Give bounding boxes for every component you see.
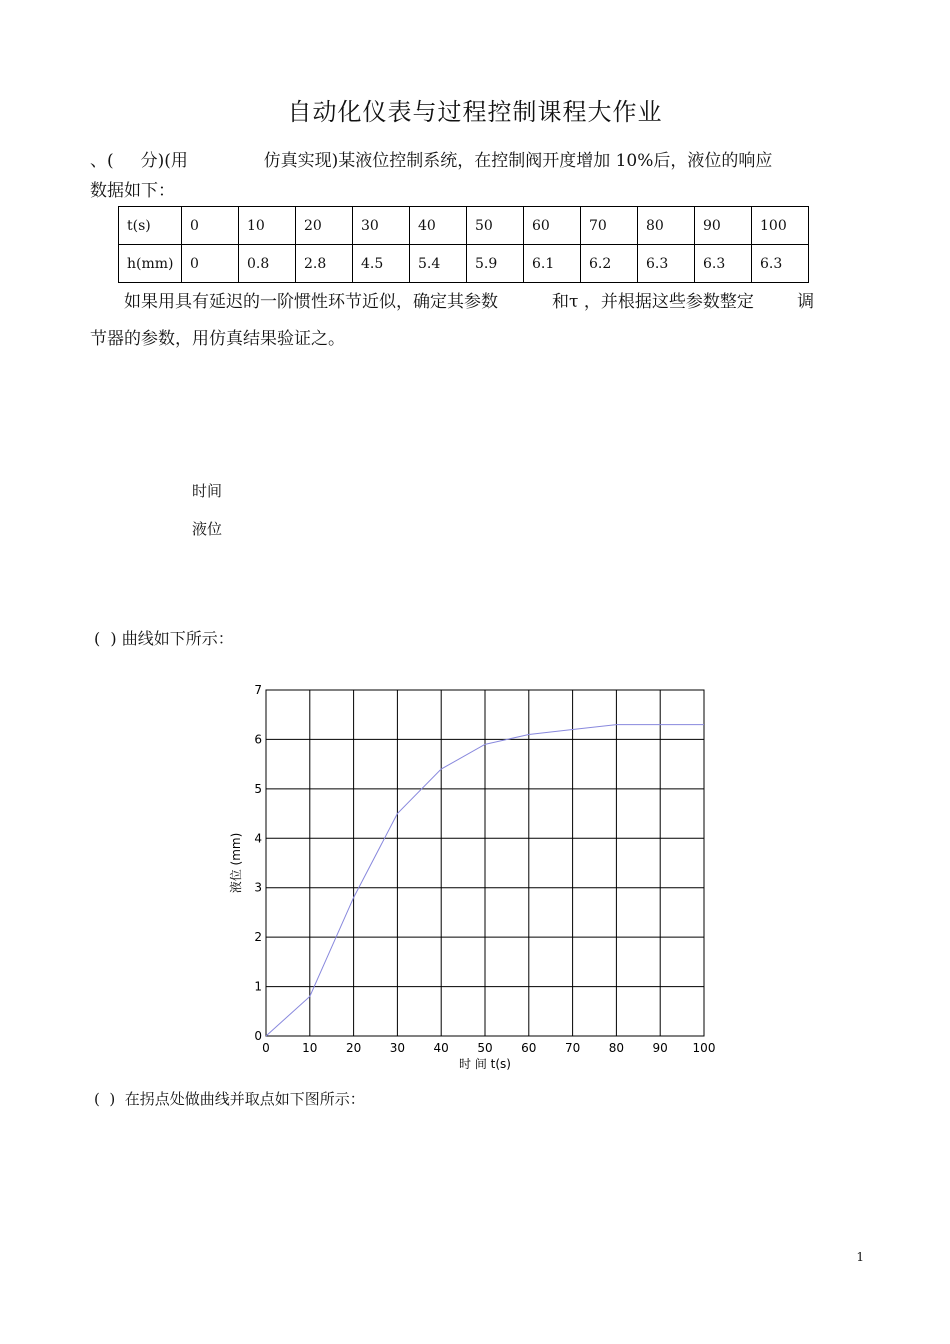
y-tick-label: 3: [254, 880, 262, 895]
x-tick-label: 40: [433, 1041, 449, 1055]
step-2-caption: ( ) 在拐点处做曲线并取点如下图所示：: [94, 1090, 365, 1108]
table-cell: 70: [581, 207, 638, 245]
table-cell: 6.1: [524, 245, 581, 283]
table-cell: 5.9: [467, 245, 524, 283]
x-tick-label: 20: [345, 1041, 362, 1055]
intro-line-2: 数据如下：: [90, 181, 175, 201]
note-time: 时间: [192, 482, 223, 500]
x-tick-label: 100: [692, 1041, 716, 1055]
response-data-table: [118, 206, 809, 283]
question-line-2: 节器的参数，用仿真结果验证之。: [90, 329, 345, 349]
y-tick-label: 4: [254, 831, 262, 846]
table-cell: 2.8: [296, 245, 353, 283]
table-cell: 0: [182, 207, 239, 245]
x-tick-label: 90: [652, 1041, 668, 1055]
x-tick-label: 60: [521, 1041, 537, 1055]
table-cell: 40: [410, 207, 467, 245]
level-response-chart: [218, 680, 718, 1080]
table-cell: 100: [752, 207, 809, 245]
question-line-1: 如果用具有延迟的一阶惯性环节近似，确定其参数 和τ ，并根据这些参数整定 调: [124, 292, 815, 312]
table-row-header: h(mm): [119, 245, 182, 283]
y-tick-label: 7: [254, 683, 262, 697]
table-cell: 0: [182, 245, 239, 283]
table-cell: 6.2: [581, 245, 638, 283]
table-cell: 80: [638, 207, 695, 245]
table-cell: 6.3: [638, 245, 695, 283]
note-level: 液位: [192, 520, 223, 538]
page-number: 1: [856, 1250, 864, 1264]
table-cell: 4.5: [353, 245, 410, 283]
x-tick-label: 0: [262, 1041, 270, 1055]
table-cell: 6.3: [695, 245, 752, 283]
x-axis-label: 时 间 t(s): [459, 1057, 511, 1071]
table-cell: 60: [524, 207, 581, 245]
table-cell: 10: [239, 207, 296, 245]
table-cell: 6.3: [752, 245, 809, 283]
x-tick-label: 70: [564, 1041, 581, 1055]
y-tick-label: 2: [254, 930, 262, 945]
table-cell: 0.8: [239, 245, 296, 283]
y-tick-label: 0: [254, 1029, 262, 1043]
table-row-header: t(s): [119, 207, 182, 245]
chart-grid: [266, 690, 704, 1036]
table-row: [119, 245, 809, 283]
table-cell: 20: [296, 207, 353, 245]
y-axis-label: 液位 (mm): [229, 832, 243, 894]
y-tick-label: 6: [254, 732, 262, 747]
x-tick-label: 80: [608, 1041, 625, 1055]
page-title: 自动化仪表与过程控制课程大作业: [287, 98, 663, 126]
table-cell: 30: [353, 207, 410, 245]
step-1-caption: ( ) 曲线如下所示：: [94, 629, 234, 648]
x-tick-label: 30: [389, 1041, 406, 1055]
table-cell: 5.4: [410, 245, 467, 283]
table-cell: 90: [695, 207, 752, 245]
table-row: [119, 207, 809, 245]
table-cell: 50: [467, 207, 524, 245]
x-tick-label: 50: [477, 1041, 493, 1055]
intro-line-1: 、( 分)(用 仿真实现)某液位控制系统，在控制阀开度增加 10%后，液位的响应: [90, 151, 773, 171]
y-tick-label: 5: [254, 781, 262, 796]
x-tick-label: 10: [302, 1041, 318, 1055]
y-tick-label: 1: [254, 979, 262, 994]
